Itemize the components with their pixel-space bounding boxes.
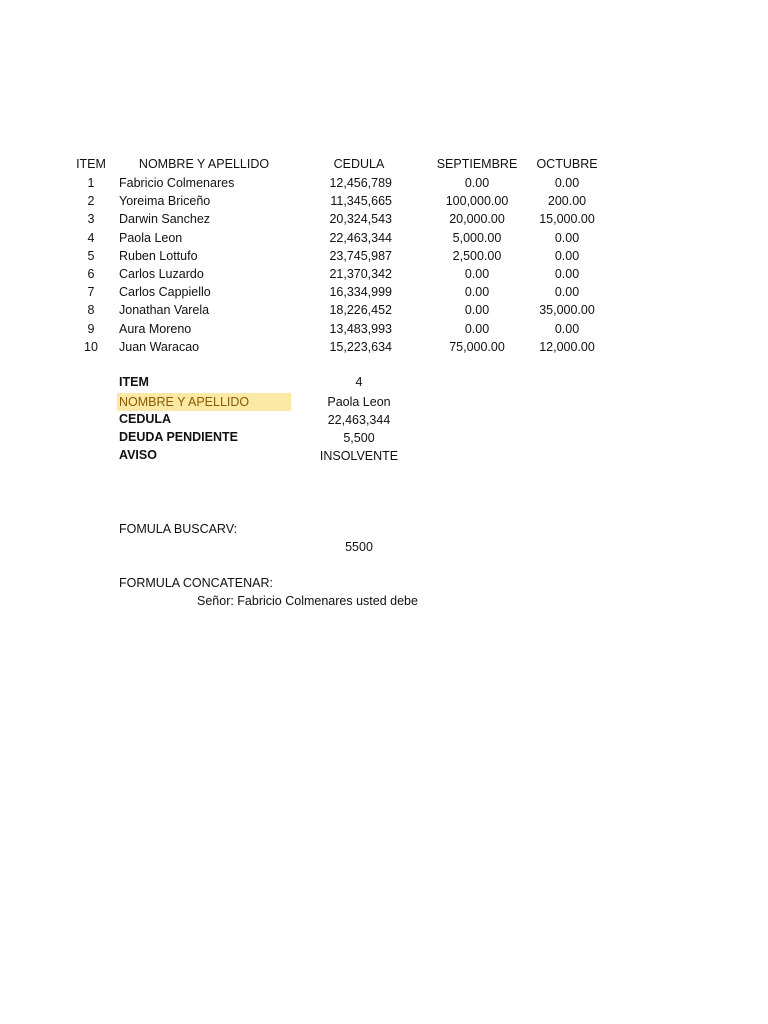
table-row	[0, 247, 768, 265]
row-name: Darwin Sanchez	[119, 212, 211, 227]
row-item: 8	[87, 303, 95, 318]
row-septiembre: 0.00	[464, 267, 490, 281]
lookup-cedula-label: CEDULA	[119, 412, 172, 426]
row-octubre: 0.00	[554, 267, 580, 281]
row-item: 7	[87, 285, 95, 300]
row-item: 3	[87, 212, 95, 227]
row-octubre: 0.00	[554, 285, 580, 300]
row-name: Juan Waracao	[119, 339, 200, 354]
row-septiembre: 20,000.00	[449, 212, 505, 227]
lookup-item-value: 4	[355, 375, 363, 389]
lookup-item-label: ITEM	[119, 375, 149, 389]
lookup-name-label: NOMBRE Y APELLIDO	[117, 393, 291, 411]
row-cedula: 18,226,452	[329, 303, 392, 318]
table-row	[0, 320, 768, 338]
lookup-deuda-value: 5,500	[343, 431, 375, 445]
row-name: Carlos Luzardo	[119, 267, 204, 281]
header-octubre: OCTUBRE	[536, 157, 598, 171]
row-item: 6	[87, 267, 95, 281]
header-name: NOMBRE Y APELLIDO	[138, 157, 270, 171]
row-cedula: 15,223,634	[329, 339, 392, 354]
row-name: Paola Leon	[119, 230, 183, 245]
row-septiembre: 5,000.00	[452, 230, 502, 245]
row-octubre: 15,000.00	[539, 212, 595, 227]
row-septiembre: 100,000.00	[445, 194, 509, 209]
row-name: Fabricio Colmenares	[119, 176, 235, 190]
row-octubre: 35,000.00	[539, 303, 595, 318]
header-septiembre: SEPTIEMBRE	[436, 157, 518, 171]
row-septiembre: 0.00	[464, 285, 490, 300]
row-octubre: 0.00	[554, 230, 580, 245]
row-octubre: 12,000.00	[539, 339, 595, 354]
buscarv-label: FOMULA BUSCARV:	[119, 522, 238, 536]
row-name: Ruben Lottufo	[119, 248, 198, 263]
row-septiembre: 75,000.00	[449, 339, 505, 354]
row-septiembre: 0.00	[464, 321, 490, 336]
row-name: Aura Moreno	[119, 321, 192, 336]
row-octubre: 0.00	[554, 321, 580, 336]
header-cedula: CEDULA	[333, 157, 385, 171]
lookup-aviso-label: AVISO	[119, 448, 157, 462]
row-item: 4	[87, 230, 95, 245]
table-row	[0, 338, 768, 356]
concatenar-label: FORMULA CONCATENAR:	[119, 576, 273, 590]
row-name: Yoreima Briceño	[119, 194, 211, 209]
row-septiembre: 0.00	[464, 303, 490, 318]
row-cedula: 12,456,789	[329, 176, 392, 190]
header-item: ITEM	[76, 157, 106, 171]
row-cedula: 21,370,342	[329, 267, 392, 281]
table-row	[0, 192, 768, 210]
row-item: 9	[87, 321, 95, 336]
table-row	[0, 265, 768, 283]
row-item: 2	[87, 194, 95, 209]
row-octubre: 0.00	[554, 248, 580, 263]
table-header	[0, 155, 768, 173]
row-name: Jonathan Varela	[119, 303, 210, 318]
row-septiembre: 2,500.00	[452, 248, 502, 263]
row-septiembre: 0.00	[464, 176, 490, 190]
row-octubre: 200.00	[547, 194, 587, 209]
lookup-aviso-value: INSOLVENTE	[319, 449, 399, 463]
table-row	[0, 283, 768, 301]
row-cedula: 11,345,665	[330, 194, 392, 209]
row-cedula: 20,324,543	[329, 212, 392, 227]
row-cedula: 13,483,993	[329, 321, 392, 336]
lookup-name-value: Paola Leon	[327, 395, 391, 409]
row-item: 10	[84, 339, 98, 354]
table-row	[0, 229, 768, 247]
row-cedula: 16,334,999	[329, 285, 392, 300]
lookup-cedula-value: 22,463,344	[327, 413, 391, 427]
buscarv-value: 5500	[345, 540, 373, 554]
table-row	[0, 210, 768, 228]
table-row	[0, 174, 768, 192]
concatenar-value: Señor: Fabricio Colmenares usted debe	[197, 594, 418, 608]
row-name: Carlos Cappiello	[119, 285, 211, 300]
row-cedula: 22,463,344	[329, 230, 392, 245]
row-octubre: 0.00	[554, 176, 580, 190]
row-cedula: 23,745,987	[329, 248, 392, 263]
lookup-deuda-label: DEUDA PENDIENTE	[119, 430, 238, 444]
row-item: 1	[87, 176, 95, 190]
table-row	[0, 301, 768, 319]
row-item: 5	[87, 248, 95, 263]
